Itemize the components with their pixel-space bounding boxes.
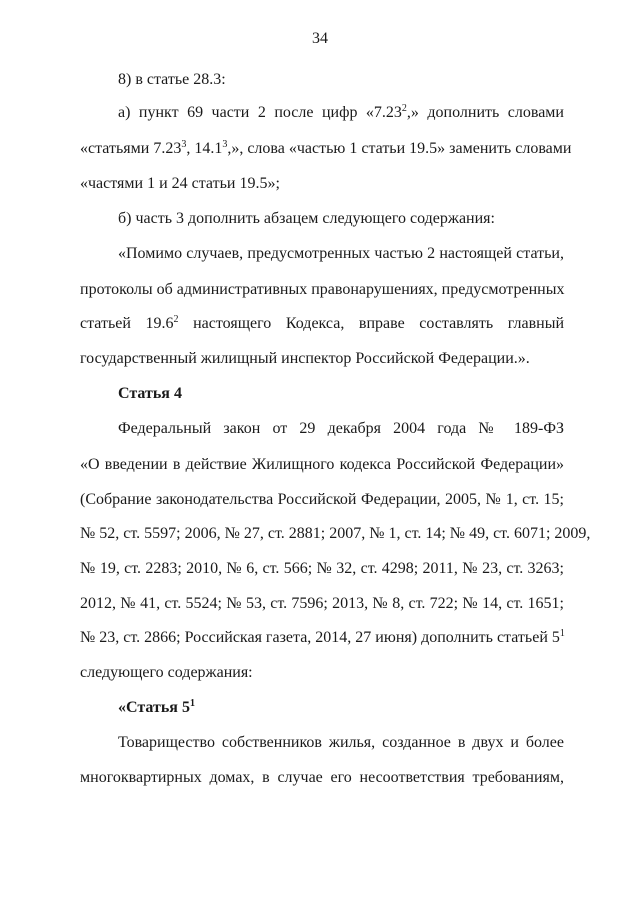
- quote-line-4: государственный жилищный инспектор Российской Федерации.».: [80, 350, 530, 367]
- article-4-line-3: (Собрание законодательства Российской Федерации, 2005, № 1, ст. 15;: [80, 491, 564, 508]
- article-4-line-6: 2012, № 41, ст. 5524; № 53, ст. 7596; 2013, № 8, ст. 722; № 14, ст. 1651;: [80, 595, 564, 612]
- para-a-line-2: «статьями 7.23$^3$, 14.1$^3$,», слова «частью 1 статьи 19.5» заменить словами: [80, 139, 572, 157]
- article-4-line-5: № 19, ст. 2283; 2010, № 6, ст. 566; № 32, ст. 4298; 2011, № 23, ст. 3263;: [80, 560, 564, 577]
- article-4-line-8: следующего содержания:: [80, 664, 253, 681]
- article-4-line-1: Федеральный закон от 29 декабря 2004 года № 189-ФЗ: [118, 420, 564, 437]
- article-5-line-2: многоквартирных домах, в случае его несоответствия требованиям,: [80, 769, 564, 786]
- article-4-line-2: «О введении в действие Жилищного кодекса Российской Федерации»: [80, 456, 564, 473]
- para-b: б) часть 3 дополнить абзацем следующего содержания:: [118, 210, 495, 227]
- quote-line-2: протоколы об административных правонарушениях, предусмотренных: [80, 281, 565, 298]
- article-5-line-1: Товарищество собственников жилья, созданное в двух и более: [118, 734, 564, 751]
- quote-line-1: «Помимо случаев, предусмотренных частью 2 настоящей статьи,: [118, 245, 564, 262]
- article-4-line-7: № 23, ст. 2866; Российская газета, 2014, 27 июня) дополнить статьей $5^1$: [80, 628, 565, 646]
- article-4-line-4: № 52, ст. 5597; 2006, № 27, ст. 2881; 2007, № 1, ст. 14; № 49, ст. 6071; 2009,: [80, 525, 591, 542]
- para-a-line-3: «частями 1 и 24 статьи 19.5»;: [80, 175, 280, 192]
- quote-line-3: статьей 19.6$^2$ настоящего Кодекса, вправе составлять главный: [80, 314, 565, 332]
- para-a-line-1: а) пункт 69 части 2 после цифр «7.23$^2$,» дополнить словами: [118, 103, 564, 121]
- item-8: 8) в статье 28.3:: [118, 71, 226, 88]
- article-4-heading: Статья 4: [118, 385, 182, 402]
- article-5-heading: «Статья $5^1$: [118, 698, 195, 716]
- page-number: 34: [312, 30, 328, 47]
